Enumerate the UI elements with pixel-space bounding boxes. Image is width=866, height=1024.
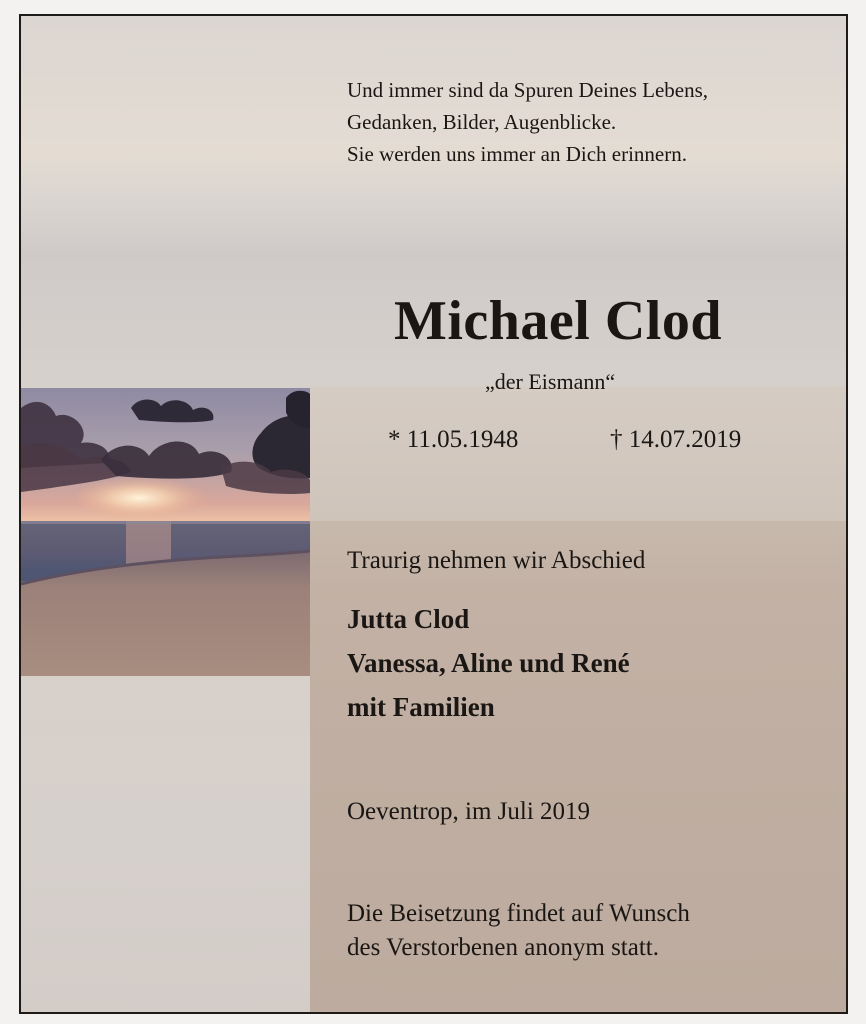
farewell-intro: Traurig nehmen wir Abschied [347,547,646,574]
poem-line-3: Sie werden uns immer an Dich erinnern. [347,142,687,166]
mourner-name-2: Vanessa, Aline und René [347,648,630,678]
funeral-note-line-1: Die Beisetzung findet auf Wunsch [347,900,690,927]
poem-line-1: Und immer sind da Spuren Deines Lebens, [347,78,709,102]
sunset-photo [21,388,310,676]
place-and-date: Oeventrop, im Juli 2019 [347,798,591,825]
funeral-note-line-2: des Verstorbenen anonym statt. [347,934,659,961]
death-date: † 14.07.2019 [610,426,742,453]
deceased-nickname: „der Eismann“ [485,369,616,394]
mourner-name-1: Jutta Clod [347,604,470,634]
birth-date: * 11.05.1948 [388,426,519,453]
mourner-name-3: mit Familien [347,692,495,722]
sunset-illustration [21,388,310,676]
life-dates [388,426,742,454]
beach-background-left [21,676,310,1012]
poem-line-2: Gedanken, Bilder, Augenblicke. [347,110,617,134]
deceased-name: Michael Clod [394,290,722,352]
